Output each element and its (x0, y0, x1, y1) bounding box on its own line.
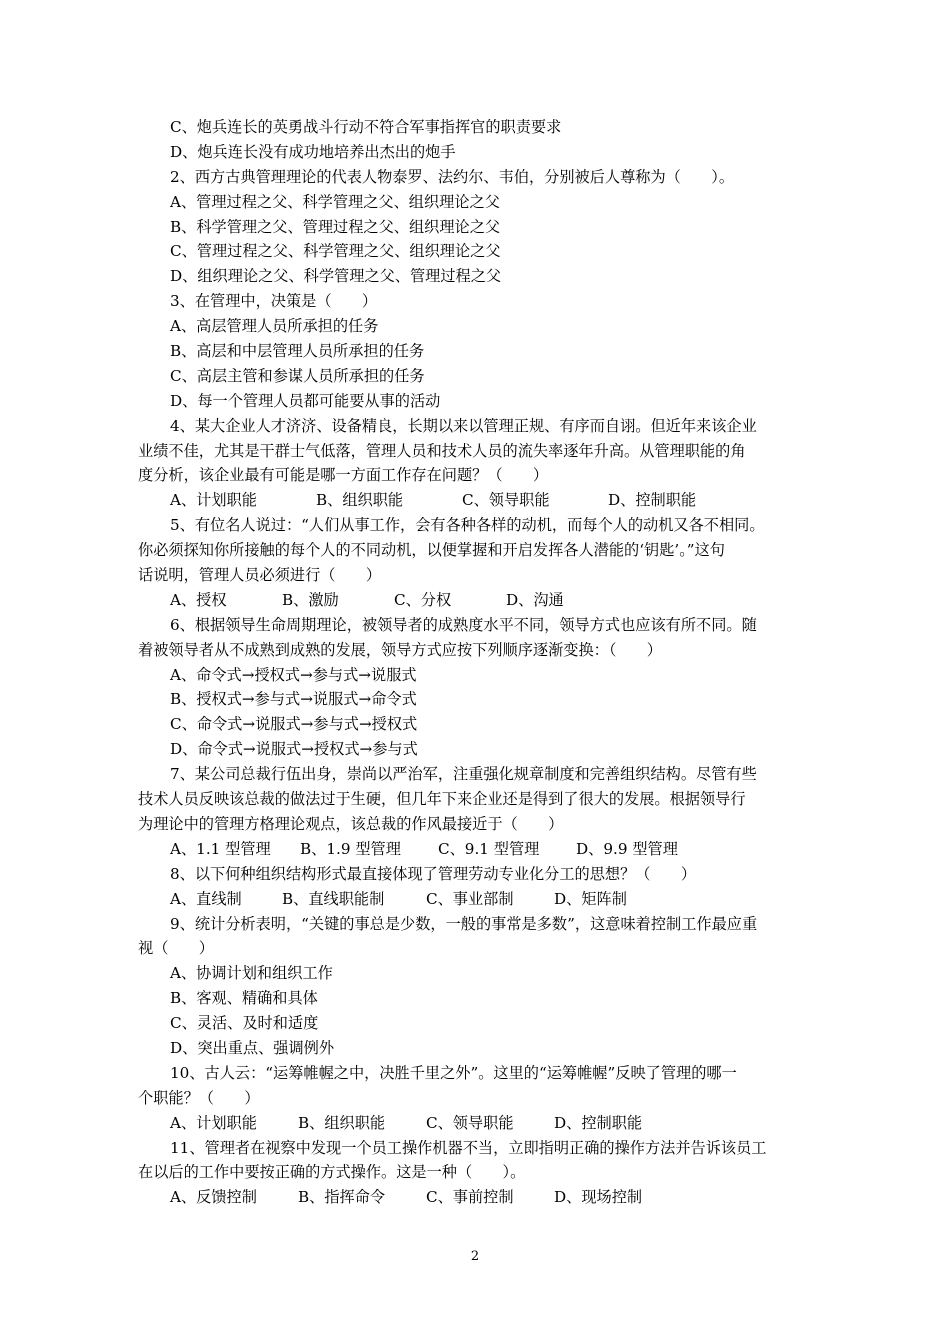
options-row-4 (138, 488, 818, 513)
option-d: D、9.9 型管理 (576, 839, 678, 858)
question-8: 8、以下何种组织结构形式最直接体现了管理劳动专业化分工的思想？（ ） (170, 864, 697, 883)
option-line: C、灵活、及时和适度 (170, 1014, 319, 1033)
option-line: D、组织理论之父、科学管理之父、管理过程之父 (170, 267, 502, 286)
option-c: C、事前控制 (426, 1188, 514, 1207)
question-6-cont: 着被领导者从不成熟到成熟的发展，领导方式应按下列顺序逐渐变换：（ ） (138, 640, 662, 659)
question-4: 4、某大企业人才济济、设备精良，长期以来以管理正规、有序而自诩。但近年来该企业 (170, 416, 757, 435)
question-6: 6、根据领导生命周期理论，被领导者的成熟度水平不同，领导方式也应该有所不同。随 (170, 615, 757, 634)
option-line: C、炮兵连长的英勇战斗行动不符合军事指挥官的职责要求 (170, 118, 562, 136)
option-a: A、计划职能 (170, 1113, 257, 1132)
options-row-7 (138, 837, 818, 862)
option-c: C、9.1 型管理 (438, 839, 540, 858)
option-b: B、指挥命令 (298, 1188, 386, 1207)
option-line: C、命令式→说服式→参与式→授权式 (170, 715, 418, 734)
option-d: D、控制职能 (608, 491, 697, 510)
option-line: D、炮兵连长没有成功地培养出杰出的炮手 (170, 142, 456, 161)
options-row-8 (138, 887, 818, 912)
question-5-cont: 话说明，管理人员必须进行（ ） (138, 566, 381, 585)
option-d: D、沟通 (506, 590, 564, 609)
option-b: B、1.9 型管理 (300, 839, 401, 858)
option-line: A、高层管理人员所承担的任务 (170, 317, 379, 336)
question-10-cont: 个职能？（ ） (138, 1088, 260, 1107)
option-c: C、领导职能 (462, 491, 550, 510)
option-a: A、反馈控制 (170, 1188, 257, 1207)
option-a: A、1.1 型管理 (170, 839, 271, 858)
option-line: C、高层主管和参谋人员所承担的任务 (170, 366, 425, 385)
option-d: D、矩阵制 (554, 889, 627, 908)
question-7-cont: 技术人员反映该总裁的做法过于生硬，但几年下来企业还是得到了很大的发展。根据领导行 (138, 790, 746, 809)
option-line: A、命令式→授权式→参与式→说服式 (170, 665, 417, 684)
question-7: 7、某公司总裁行伍出身，崇尚以严治军，注重强化规章制度和完善组织结构。尽管有些 (170, 765, 757, 784)
option-line: D、每一个管理人员都可能要从事的活动 (170, 391, 441, 410)
option-line: D、突出重点、强调例外 (170, 1038, 335, 1057)
option-b: B、直线职能制 (282, 889, 385, 908)
option-c: C、领导职能 (426, 1113, 514, 1132)
question-11-cont: 在以后的工作中要按正确的方式操作。这是一种（ ）。 (138, 1163, 526, 1182)
option-line: B、高层和中层管理人员所承担的任务 (170, 342, 425, 361)
question-3: 3、在管理中，决策是（ ） (170, 292, 378, 311)
option-line: B、科学管理之父、管理过程之父、组织理论之父 (170, 217, 501, 236)
option-line: B、客观、精确和具体 (170, 989, 318, 1008)
question-9-cont: 视（ ） (138, 939, 214, 958)
option-line: D、命令式→说服式→授权式→参与式 (170, 740, 418, 759)
option-a: A、授权 (170, 590, 227, 609)
question-4-cont: 业绩不佳，尤其是干群士气低落，管理人员和技术人员的流失率逐年升高。从管理职能的角 (138, 441, 746, 460)
options-row-10 (138, 1111, 818, 1136)
options-row-5 (138, 588, 818, 613)
option-b: B、激励 (282, 590, 339, 609)
option-c: C、分权 (394, 590, 452, 609)
option-d: D、控制职能 (554, 1113, 643, 1132)
page-number: 2 (470, 1249, 480, 1264)
option-line: A、管理过程之父、科学管理之父、组织理论之父 (170, 192, 500, 211)
option-line: C、管理过程之父、科学管理之父、组织理论之父 (170, 242, 501, 261)
option-b: B、组织职能 (298, 1113, 386, 1132)
question-4-cont: 度分析，该企业最有可能是哪一方面工作存在问题？（ ） (138, 466, 549, 485)
question-5: 5、有位名人说过：“人们从事工作，会有各种各样的动机，而每个人的动机又各不相同。 (170, 516, 765, 535)
option-d: D、现场控制 (554, 1188, 643, 1207)
options-row-11 (138, 1185, 818, 1210)
question-9: 9、统计分析表明，“关键的事总是少数，一般的事常是多数”，这意味着控制工作最应重 (170, 914, 758, 933)
question-2: 2、西方古典管理理论的代表人物泰罗、法约尔、韦伯，分别被后人尊称为（ ）。 (170, 167, 735, 186)
question-11: 11、管理者在视察中发现一个员工操作机器不当，立即指明正确的操作方法并告诉该员工 (170, 1138, 767, 1157)
question-7-cont: 为理论中的管理方格理论观点，该总裁的作风最接近于（ ） (138, 814, 564, 833)
question-5-cont: 你必须探知你所接触的每个人的不同动机，以便掌握和开启发挥各人潜能的‘钥匙’。”这句 (138, 541, 725, 560)
question-10: 10、古人云：“运筹帷幄之中，决胜千里之外”。这里的“运筹帷幄”反映了管理的哪一 (170, 1063, 737, 1082)
page-body (138, 115, 818, 1210)
option-line: B、授权式→参与式→说服式→命令式 (170, 690, 417, 709)
option-line: A、协调计划和组织工作 (170, 964, 333, 983)
option-b: B、组织职能 (316, 491, 404, 510)
option-a: A、计划职能 (170, 491, 257, 510)
option-c: C、事业部制 (426, 889, 514, 908)
option-a: A、直线制 (170, 889, 242, 908)
